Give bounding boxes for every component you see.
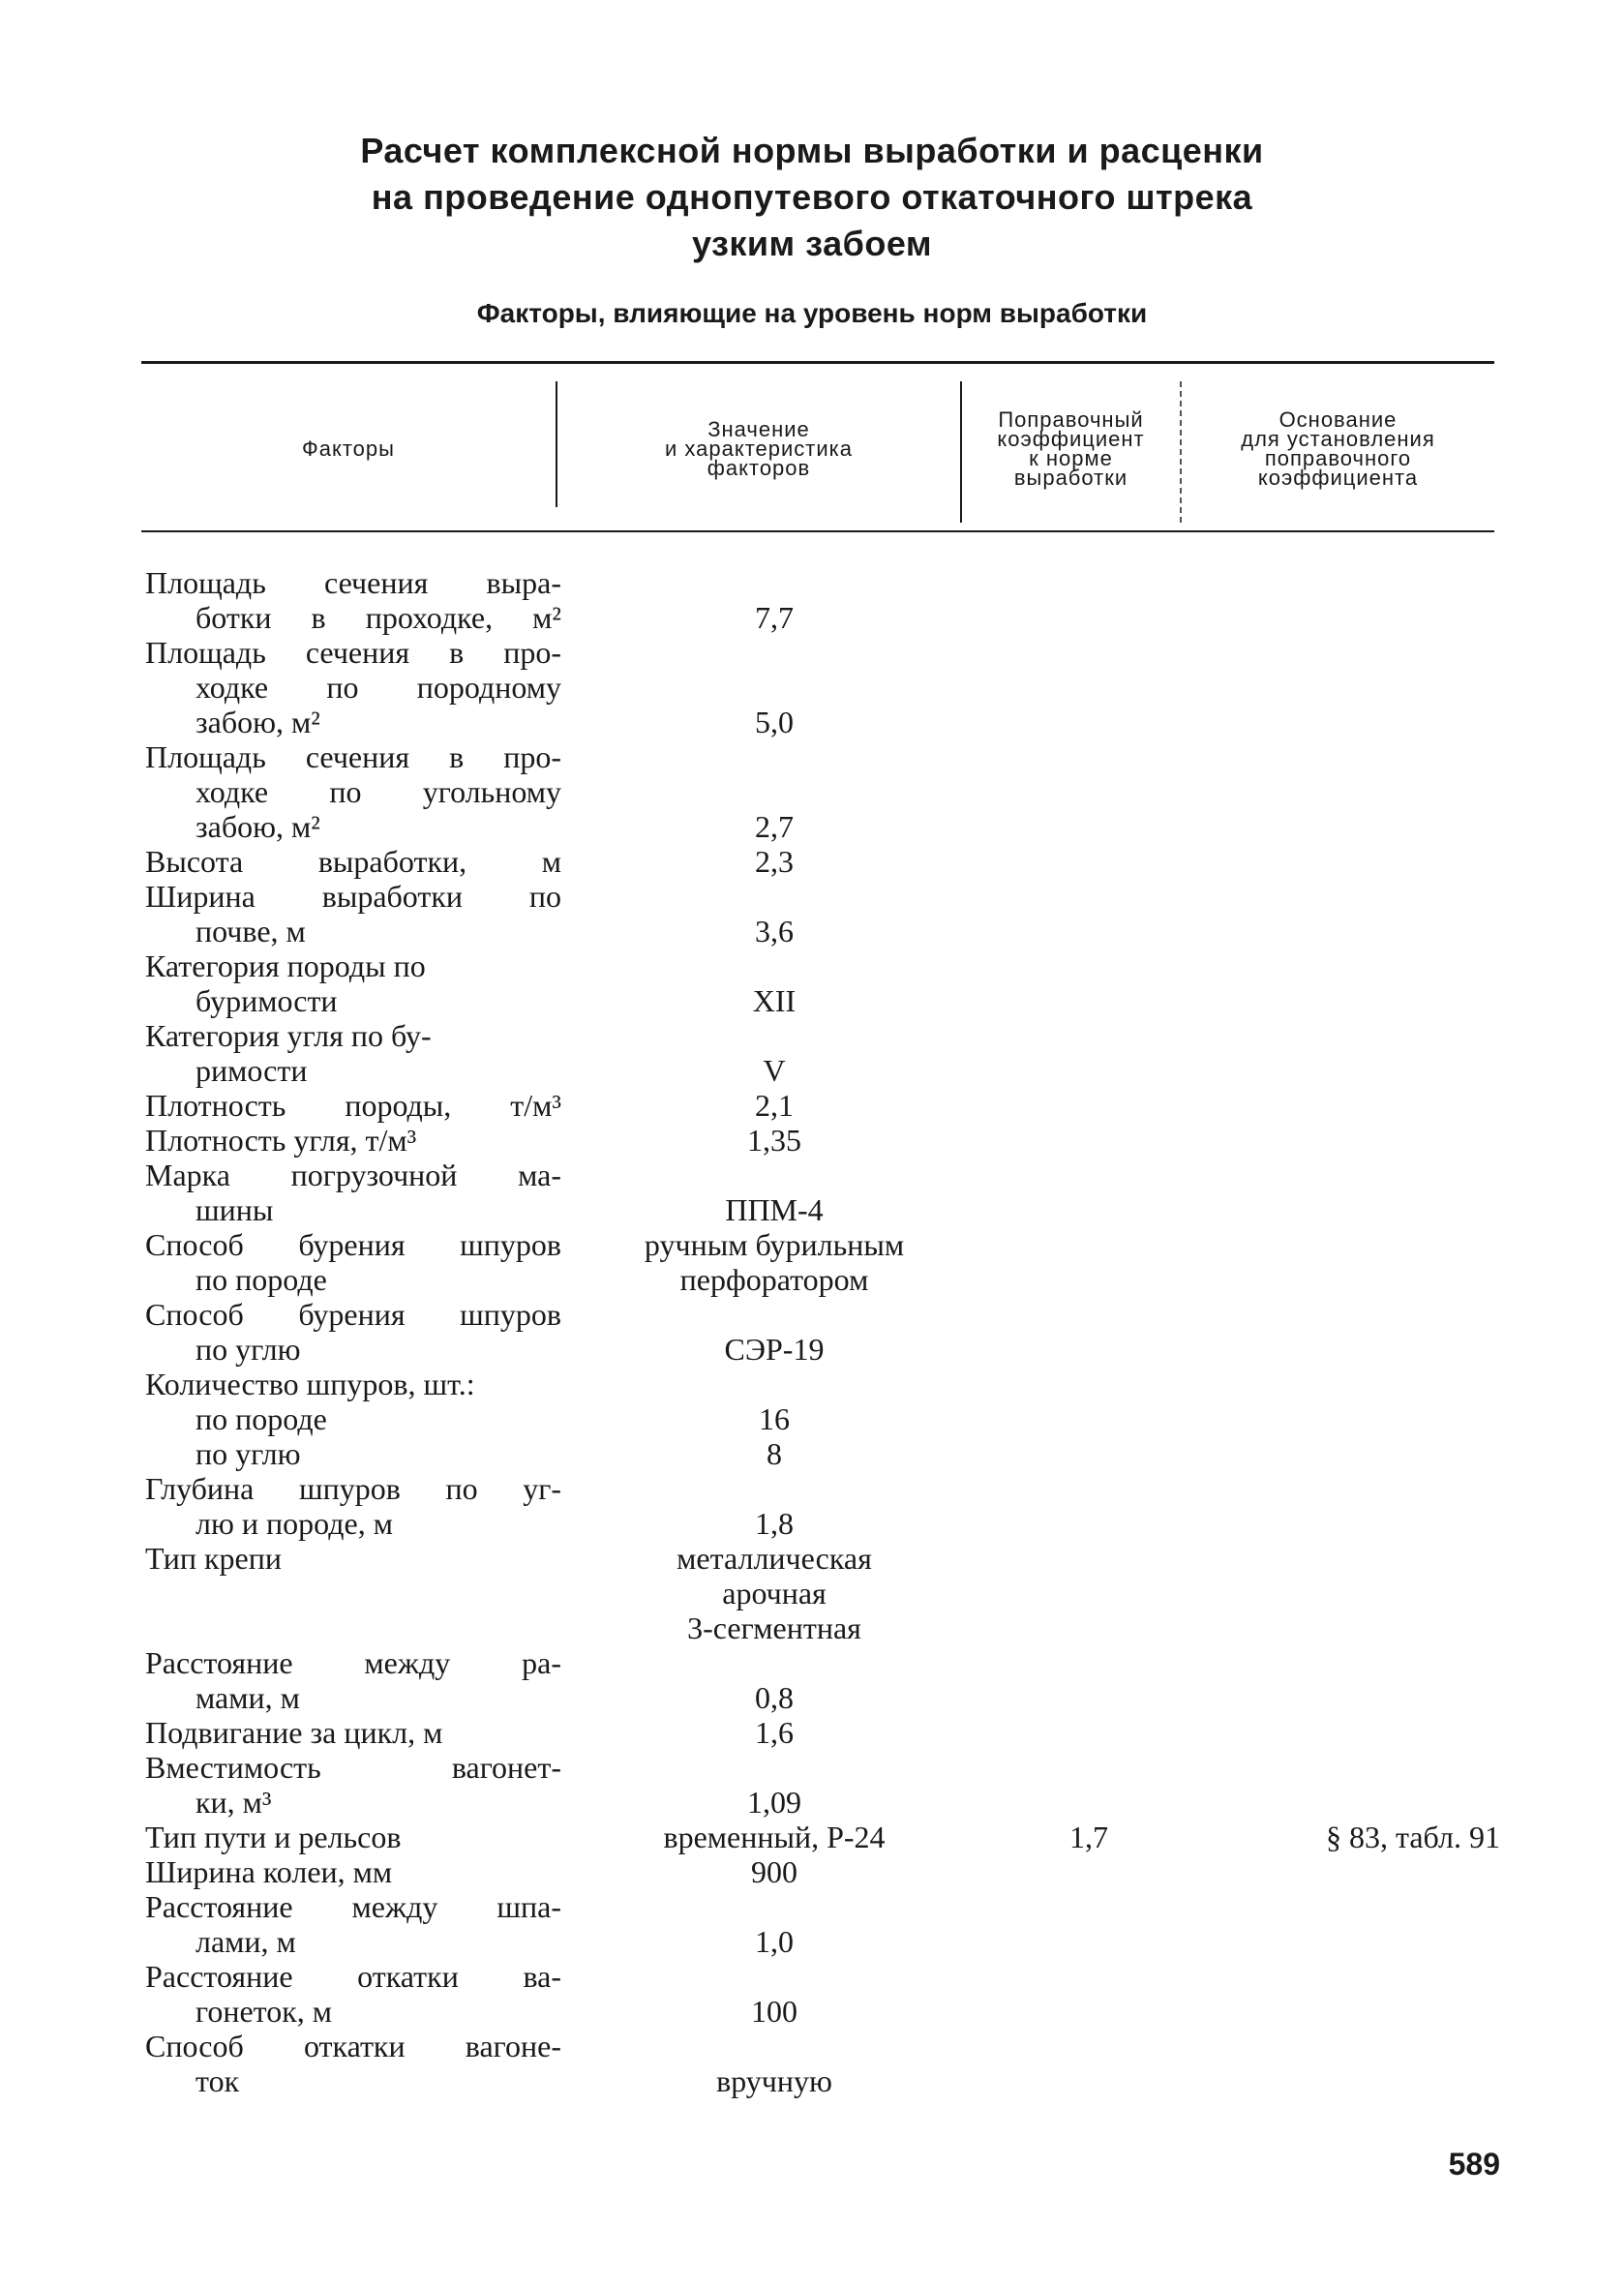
value-line: 8 (767, 1436, 782, 1471)
factor-line: шины (195, 1192, 274, 1227)
page-title (0, 128, 1624, 267)
coefficient-line (1007, 1576, 1171, 1610)
coefficient-line (1007, 1854, 1171, 1889)
coefficient-line (1007, 1680, 1171, 1715)
factor-line: Площадь сечения в про- (145, 635, 561, 670)
basis-line (1210, 774, 1500, 809)
value-line: 1,6 (755, 1715, 794, 1750)
value-line (581, 670, 968, 705)
factor-line: римости (195, 1053, 308, 1088)
basis-line (1210, 739, 1500, 774)
table-header-rule (141, 530, 1494, 532)
header-basis-line: поправочного (1264, 446, 1412, 470)
value-line: ППМ-4 (725, 1192, 824, 1227)
factor-line: забою, м² (195, 809, 320, 844)
value-line: СЭР-19 (724, 1332, 825, 1367)
header-value (557, 372, 960, 527)
coefficient-line (1007, 983, 1171, 1018)
basis-line (1210, 948, 1500, 983)
coefficient-line (1007, 879, 1171, 914)
value-line: V (763, 1053, 786, 1088)
coefficient-column (1007, 565, 1171, 2098)
title-line-2: на проведение однопутевого откаточного штрека (371, 177, 1253, 217)
factor-line: ки, м³ (195, 1785, 272, 1820)
coefficient-line (1007, 1785, 1171, 1820)
basis-line (1210, 1785, 1500, 1820)
coefficient-line (1007, 1471, 1171, 1506)
basis-line (1210, 1123, 1500, 1158)
basis-line (1210, 1576, 1500, 1610)
factor-line: по породе (195, 1401, 327, 1436)
factor-line: по породе (195, 1262, 327, 1297)
value-line (581, 565, 968, 600)
coefficient-line (1007, 670, 1171, 705)
factor-line: Тип пути и рельсов (145, 1820, 402, 1854)
coefficient-line: 1,7 (1069, 1820, 1108, 1854)
basis-line (1210, 2029, 1500, 2063)
header-coefficient-line: коэффициент (997, 427, 1145, 451)
coefficient-line (1007, 1227, 1171, 1262)
value-line: вручную (716, 2063, 832, 2098)
value-line (581, 948, 968, 983)
value-line: XII (752, 983, 797, 1018)
basis-line (1210, 1192, 1500, 1227)
basis-line (1210, 879, 1500, 914)
coefficient-line (1007, 2063, 1171, 2098)
factor-line: Категория породы по (145, 948, 426, 983)
value-line: 7,7 (755, 600, 794, 635)
coefficient-line (1007, 635, 1171, 670)
factor-line: Способ бурения шпуров (145, 1297, 561, 1332)
basis-line (1210, 1680, 1500, 1715)
factor-line: мами, м (195, 1680, 300, 1715)
coefficient-line (1007, 1367, 1171, 1401)
value-line: 2,7 (755, 809, 794, 844)
value-line (581, 635, 968, 670)
coefficient-line (1007, 774, 1171, 809)
coefficient-line (1007, 1541, 1171, 1576)
factor-line: Вместимость вагонет- (145, 1750, 561, 1785)
header-factors: Факторы (302, 436, 395, 461)
factor-line: Категория угля по бу- (145, 1018, 432, 1053)
factor-line: Плотность угля, т/м³ (145, 1123, 417, 1158)
value-line: 3-сегментная (687, 1610, 861, 1645)
coefficient-line (1007, 1959, 1171, 1994)
factor-line: Расстояние между шпа- (145, 1889, 561, 1924)
coefficient-line (1007, 1018, 1171, 1053)
header-value-line: Значение (707, 417, 810, 441)
basis-line (1210, 1854, 1500, 1889)
coefficient-line (1007, 1994, 1171, 2029)
basis-line (1210, 1367, 1500, 1401)
coefficient-line (1007, 705, 1171, 739)
basis-line (1210, 670, 1500, 705)
header-value-line: факторов (707, 456, 811, 480)
header-coefficient (962, 372, 1180, 527)
coefficient-line (1007, 1715, 1171, 1750)
basis-line (1210, 705, 1500, 739)
coefficient-line (1007, 1123, 1171, 1158)
value-line (581, 1889, 968, 1924)
value-line: 3,6 (755, 914, 794, 948)
value-line (581, 1018, 968, 1053)
coefficient-line (1007, 948, 1171, 983)
table-top-rule (141, 361, 1494, 364)
factor-line: Плотность породы, т/м³ (145, 1088, 561, 1123)
value-line (581, 1367, 968, 1401)
value-line (581, 1471, 968, 1506)
value-line (581, 774, 968, 809)
basis-line (1210, 1227, 1500, 1262)
basis-column (1210, 565, 1500, 2098)
factor-line (145, 1610, 561, 1645)
basis-line (1210, 1959, 1500, 1994)
factor-line: по углю (195, 1436, 301, 1471)
header-basis (1182, 372, 1494, 527)
value-line: перфоратором (679, 1262, 869, 1297)
coefficient-line (1007, 844, 1171, 879)
coefficient-line (1007, 1889, 1171, 1924)
value-line: арочная (722, 1576, 827, 1610)
factor-line: по углю (195, 1332, 301, 1367)
factor-line: лю и породе, м (195, 1506, 393, 1541)
basis-line (1210, 1994, 1500, 2029)
factor-line (145, 1576, 561, 1610)
coefficient-line (1007, 1192, 1171, 1227)
value-line: 900 (751, 1854, 797, 1889)
coefficient-line (1007, 1750, 1171, 1785)
value-line: ручным бурильным (644, 1227, 905, 1262)
basis-line (1210, 1541, 1500, 1576)
header-basis-line: Основание (1278, 407, 1398, 432)
factor-line: Тип крепи (145, 1541, 282, 1576)
factor-line: ходке по угольному (195, 774, 561, 809)
basis-line (1210, 1158, 1500, 1192)
value-line: 2,1 (755, 1088, 794, 1123)
factor-line: Площадь сечения в про- (145, 739, 561, 774)
coefficient-line (1007, 1401, 1171, 1436)
basis-line (1210, 1750, 1500, 1785)
coefficient-line (1007, 2029, 1171, 2063)
coefficient-line (1007, 1436, 1171, 1471)
factor-line: Расстояние откатки ва- (145, 1959, 561, 1994)
factor-line: забою, м² (195, 705, 320, 739)
coefficient-line (1007, 914, 1171, 948)
coefficient-line (1007, 1088, 1171, 1123)
basis-line (1210, 1889, 1500, 1924)
factor-line: ботки в проходке, м² (195, 600, 561, 635)
header-basis-line: коэффициента (1257, 466, 1419, 490)
basis-line (1210, 2063, 1500, 2098)
coefficient-line (1007, 1158, 1171, 1192)
basis-line (1210, 1332, 1500, 1367)
title-line-1: Расчет комплексной нормы выработки и расценки (360, 131, 1264, 170)
value-line: 1,09 (747, 1785, 801, 1820)
value-line: 0,8 (755, 1680, 794, 1715)
coefficient-line (1007, 1645, 1171, 1680)
coefficient-line (1007, 565, 1171, 600)
factors-column (145, 565, 561, 2098)
basis-line (1210, 809, 1500, 844)
value-line: металлическая (677, 1541, 872, 1576)
basis-line (1210, 844, 1500, 879)
factor-line: Ширина колеи, мм (145, 1854, 393, 1889)
basis-line (1210, 1018, 1500, 1053)
value-line (581, 1750, 968, 1785)
value-line: 1,35 (747, 1123, 801, 1158)
basis-line (1210, 1645, 1500, 1680)
basis-line (1210, 1506, 1500, 1541)
factor-line: Площадь сечения выра- (145, 565, 561, 600)
basis-line (1210, 1924, 1500, 1959)
value-line (581, 1645, 968, 1680)
factor-line: Марка погрузочной ма- (145, 1158, 561, 1192)
value-line: 16 (759, 1401, 790, 1436)
factor-line: Глубина шпуров по уг- (145, 1471, 561, 1506)
basis-line (1210, 635, 1500, 670)
basis-line (1210, 1262, 1500, 1297)
coefficient-line (1007, 600, 1171, 635)
factor-line: ходке по породному (195, 670, 561, 705)
header-coefficient-line: к норме (1029, 446, 1113, 470)
coefficient-line (1007, 1332, 1171, 1367)
coefficient-line (1007, 1053, 1171, 1088)
coefficient-line (1007, 1610, 1171, 1645)
basis-line (1210, 1471, 1500, 1506)
basis-line (1210, 914, 1500, 948)
basis-line (1210, 1053, 1500, 1088)
coefficient-line (1007, 1297, 1171, 1332)
coefficient-line (1007, 1924, 1171, 1959)
basis-line (1210, 1436, 1500, 1471)
basis-line: § 83, табл. 91 (1325, 1820, 1500, 1854)
basis-line (1210, 1715, 1500, 1750)
coefficient-line (1007, 1262, 1171, 1297)
coefficient-line (1007, 739, 1171, 774)
value-line (581, 2029, 968, 2063)
value-line: временный, Р-24 (663, 1820, 886, 1854)
factor-line: буримости (195, 983, 338, 1018)
basis-line (1210, 983, 1500, 1018)
factor-line: Расстояние между ра- (145, 1645, 561, 1680)
page-number: 589 (1448, 2147, 1500, 2182)
basis-line (1210, 1610, 1500, 1645)
factor-line: Способ откатки вагоне- (145, 2029, 561, 2063)
basis-line (1210, 1297, 1500, 1332)
header-coefficient-line: выработки (1013, 466, 1128, 490)
basis-line (1210, 1401, 1500, 1436)
value-line: 100 (751, 1994, 797, 2029)
value-line (581, 1959, 968, 1994)
title-line-3: узким забоем (691, 224, 933, 263)
values-column (581, 565, 968, 2098)
factor-line: Количество шпуров, шт.: (145, 1367, 475, 1401)
basis-line (1210, 600, 1500, 635)
value-line (581, 739, 968, 774)
factor-line: Ширина выработки по (145, 879, 561, 914)
factor-line: гонеток, м (195, 1994, 333, 2029)
factor-line: Подвигание за цикл, м (145, 1715, 443, 1750)
value-line: 5,0 (755, 705, 794, 739)
value-line: 1,8 (755, 1506, 794, 1541)
header-basis-line: для установления (1241, 427, 1435, 451)
value-line: 2,3 (755, 844, 794, 879)
factor-line: почве, м (195, 914, 306, 948)
factor-line: ток (195, 2063, 240, 2098)
basis-line (1210, 565, 1500, 600)
value-line (581, 1297, 968, 1332)
value-line (581, 879, 968, 914)
coefficient-line (1007, 809, 1171, 844)
factor-line: лами, м (195, 1924, 296, 1959)
value-line (581, 1158, 968, 1192)
header-coefficient-line: Поправочный (998, 407, 1144, 432)
value-line: 1,0 (755, 1924, 794, 1959)
basis-line (1210, 1088, 1500, 1123)
factor-line: Способ бурения шпуров (145, 1227, 561, 1262)
table-caption: Факторы, влияющие на уровень норм выработки (476, 298, 1148, 328)
coefficient-line (1007, 1506, 1171, 1541)
factor-line: Высота выработки, м (145, 844, 561, 879)
header-value-line: и характеристика (664, 436, 854, 461)
